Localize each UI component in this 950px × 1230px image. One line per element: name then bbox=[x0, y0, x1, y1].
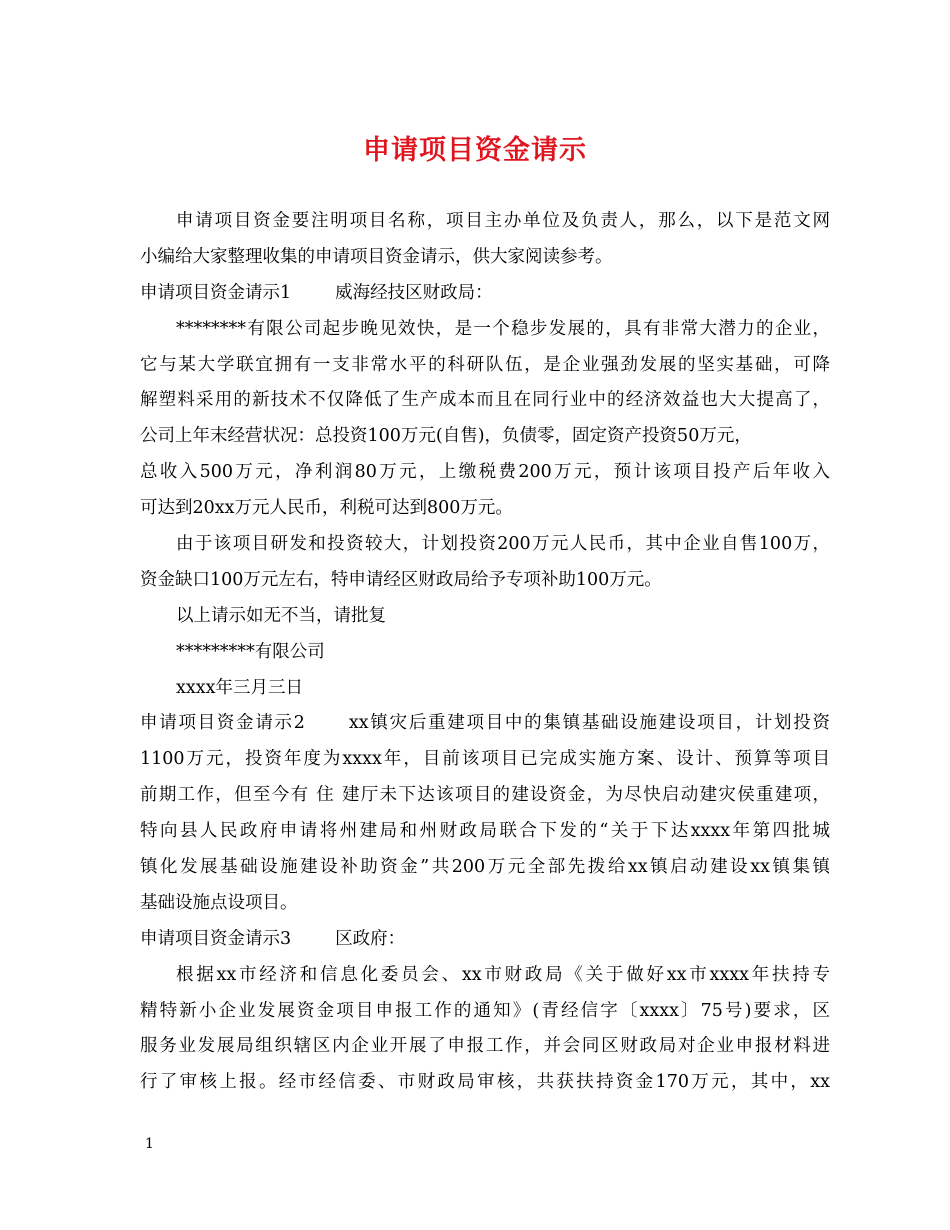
section-heading-1 bbox=[140, 276, 830, 312]
paragraph-line: 精特新小企业发展资金项目申报工作的通知》(青经信字〔xxxx〕75号)要求，区 bbox=[140, 1000, 830, 1021]
intro-line: 申请项目资金要注明项目名称，项目主办单位及负责人，那么，以下是范文网 bbox=[176, 211, 830, 231]
paragraph-line: 1100万元，投资年度为xxxx年，目前该项目已完成实施方案、设计、预算等项目 bbox=[140, 749, 830, 770]
paragraph-line: 它与某大学联宜拥有一支非常水平的科研队伍，是企业强劲发展的坚实基础，可降 bbox=[140, 354, 830, 375]
paragraph-line: 由于该项目研发和投资较大，计划投资200万元人民币，其中企业自售100万， bbox=[176, 534, 830, 555]
intro-line: 小编给大家整理收集的申请项目资金请示，供大家阅读参考。 bbox=[140, 246, 613, 267]
paragraph-line: 资金缺口100万元左右，特申请经区财政局给予专项补助100万元。 bbox=[140, 569, 662, 590]
section-heading-2 bbox=[140, 706, 830, 742]
section-label: 申请项目资金请示2 bbox=[140, 713, 305, 734]
paragraph-line: 特向县人民政府申请将州建局和州财政局联合下发的“关于下达xxxx年第四批城 bbox=[140, 821, 830, 842]
section-label: 申请项目资金请示3 bbox=[140, 928, 292, 949]
signature-company: *********有限公司 bbox=[176, 641, 325, 662]
page-number: 1 bbox=[145, 1136, 154, 1152]
paragraph-line: 服务业发展局组织辖区内企业开展了申报工作，并会同区财政局对企业申报材料进 bbox=[140, 1036, 830, 1057]
paragraph-line: 解塑料采用的新技术不仅降低了生产成本而且在同行业中的经济效益也大大提高了， bbox=[140, 390, 830, 411]
paragraph-line: 公司上年末经营状况：总投资100万元(自售)，负债零，固定资产投资50万元， bbox=[140, 426, 752, 447]
document-title: 申请项目资金请示 bbox=[363, 135, 587, 166]
addressee: 区政府： bbox=[335, 928, 406, 949]
section-label: 申请项目资金请示1 bbox=[140, 282, 292, 303]
paragraph-line: 行了审核上报。经市经信委、市财政局审核，共获扶持资金170万元，其中，xx bbox=[140, 1072, 830, 1093]
signature-date: xxxx年三月三日 bbox=[176, 677, 303, 698]
paragraph-line: 总收入500万元，净利润80万元，上缴税费200万元，预计该项目投产后年收入 bbox=[140, 462, 830, 483]
document-body bbox=[140, 204, 830, 1101]
paragraph-text: xx镇灾后重建项目中的集镇基础设施建设项目，计划投资 bbox=[348, 713, 830, 734]
addressee: 威海经技区财政局： bbox=[335, 282, 493, 303]
closing-line: 以上请示如无不当，请批复 bbox=[176, 605, 386, 626]
paragraph-line: ********有限公司起步晚见效快，是一个稳步发展的，具有非常大潜力的企业， bbox=[176, 318, 830, 339]
section-heading-3 bbox=[140, 922, 830, 958]
paragraph-line: 基础设施点设项目。 bbox=[140, 892, 298, 913]
paragraph-line: 前期工作，但至今有 住 建厅未下达该项目的建设资金，为尽快启动建灾侯重建项， bbox=[140, 785, 830, 806]
paragraph-line: 镇化发展基础设施建设补助资金”共200万元全部先拨给xx镇启动建设xx镇集镇 bbox=[140, 857, 830, 878]
paragraph-line: 可达到20xx万元人民币，利税可达到800万元。 bbox=[140, 498, 513, 519]
paragraph-line: 根据xx市经济和信息化委员会、xx市财政局《关于做好xx市xxxx年扶持专 bbox=[176, 964, 830, 985]
